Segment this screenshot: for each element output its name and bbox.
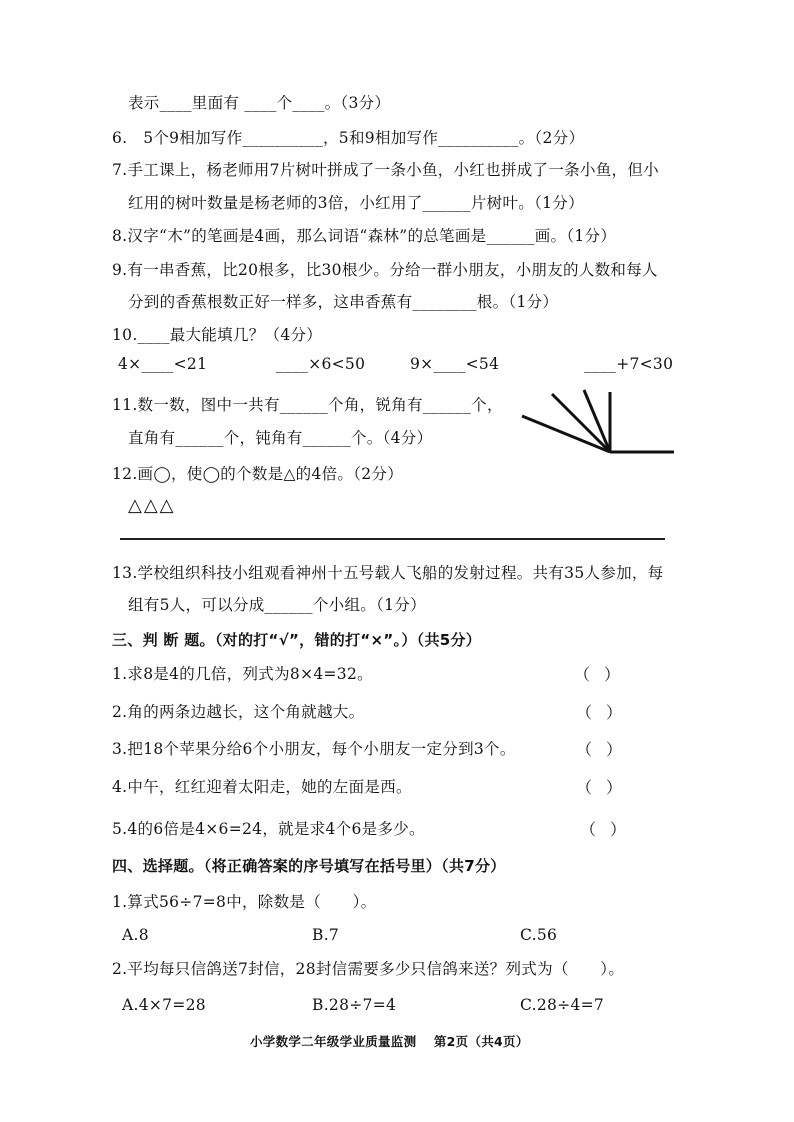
choice-2-option-b[interactable]: B.28÷7=4 <box>312 996 397 1014</box>
question-13-line-1: 13.学校组织科技小组观看神州十五号载人飞船的发射过程。共有35人参加，每 <box>112 564 664 582</box>
question-10-title: 10.____最大能填几？（4分） <box>112 326 323 344</box>
section-4-title: 四、选择题。（将正确答案的序号填写在括号里）（共7分） <box>112 857 506 875</box>
question-9-line-2: 分到的香蕉根数正好一样多，这串香蕉有________根。（1分） <box>128 293 559 311</box>
judge-item-2: 2.角的两条边越长，这个角就越大。 <box>112 703 365 721</box>
question-10-item-1: 4×____<21 <box>118 355 208 373</box>
page-footer: 小学数学二年级学业质量监测 第2页（共4页） <box>250 1034 529 1049</box>
question-10-item-3: 9×____<54 <box>410 355 500 373</box>
choice-1-option-a[interactable]: A.8 <box>122 926 149 944</box>
judge-answer-4[interactable]: （） <box>576 778 637 797</box>
drawing-answer-line <box>120 538 665 540</box>
choice-question-2: 2.平均每只信鸽送7封信，28封信需要多少只信鸽来送？列式为（ ）。 <box>112 960 625 978</box>
question-7-line-1: 7.手工课上，杨老师用7片树叶拼成了一条小鱼，小红也拼成了一条小鱼，但小 <box>112 161 659 179</box>
question-11-line-1: 11.数一数，图中一共有______个角，锐角有______个， <box>112 396 503 414</box>
question-9-line-1: 9.有一串香蕉，比20根多，比30根少。分给一群小朋友，小朋友的人数和每人 <box>112 261 658 279</box>
choice-2-option-c[interactable]: C.28÷4=7 <box>520 996 605 1014</box>
judge-item-3: 3.把18个苹果分给6个小朋友，每个小朋友一定分到3个。 <box>112 740 516 758</box>
judge-answer-3[interactable]: （） <box>576 740 637 759</box>
choice-2-option-a[interactable]: A.4×7=28 <box>122 996 206 1014</box>
question-5-continuation: 表示____里面有 ____个____。（3分） <box>128 94 391 112</box>
question-12: 12.画◯，使◯的个数是△的4倍。（2分） <box>112 465 404 483</box>
judge-item-4: 4.中午，红红迎着太阳走，她的左面是西。 <box>112 778 412 796</box>
question-10-item-4: ____+7<30 <box>584 355 674 373</box>
question-6: 6. 5个9相加写作__________，5和9相加写作__________。（2分） <box>112 129 585 147</box>
question-7-line-2: 红用的树叶数量是杨老师的3倍，小红用了______片树叶。（1分） <box>128 194 584 212</box>
angle-fan-diagram <box>518 388 678 458</box>
section-3-title: 三、判 断 题。（对的打“√”，错的打“×”。）（共5分） <box>112 631 482 649</box>
choice-1-option-c[interactable]: C.56 <box>520 926 558 944</box>
judge-answer-2[interactable]: （） <box>576 703 637 722</box>
question-11-line-2: 直角有______个，钝角有______个。（4分） <box>128 429 433 447</box>
choice-1-option-b[interactable]: B.7 <box>312 926 340 944</box>
question-13-line-2: 组有5人，可以分成______个小组。（1分） <box>128 596 426 614</box>
question-10-item-2: ____×6<50 <box>276 355 366 373</box>
choice-question-1: 1.算式56÷7=8中，除数是（ ）。 <box>112 893 377 911</box>
ray-2 <box>552 394 610 452</box>
question-12-triangles: △△△ <box>128 495 176 516</box>
judge-answer-5[interactable]: （） <box>580 820 641 839</box>
question-8: 8.汉字“木”的笔画是4画，那么词语“森林”的总笔画是______画。（1分） <box>112 227 617 245</box>
judge-answer-1[interactable]: （） <box>574 665 635 684</box>
judge-item-1: 1.求8是4的几倍，列式为8×4=32。 <box>112 665 373 683</box>
judge-item-5: 5.4的6倍是4×6=24，就是求4个6是多少。 <box>112 820 425 838</box>
